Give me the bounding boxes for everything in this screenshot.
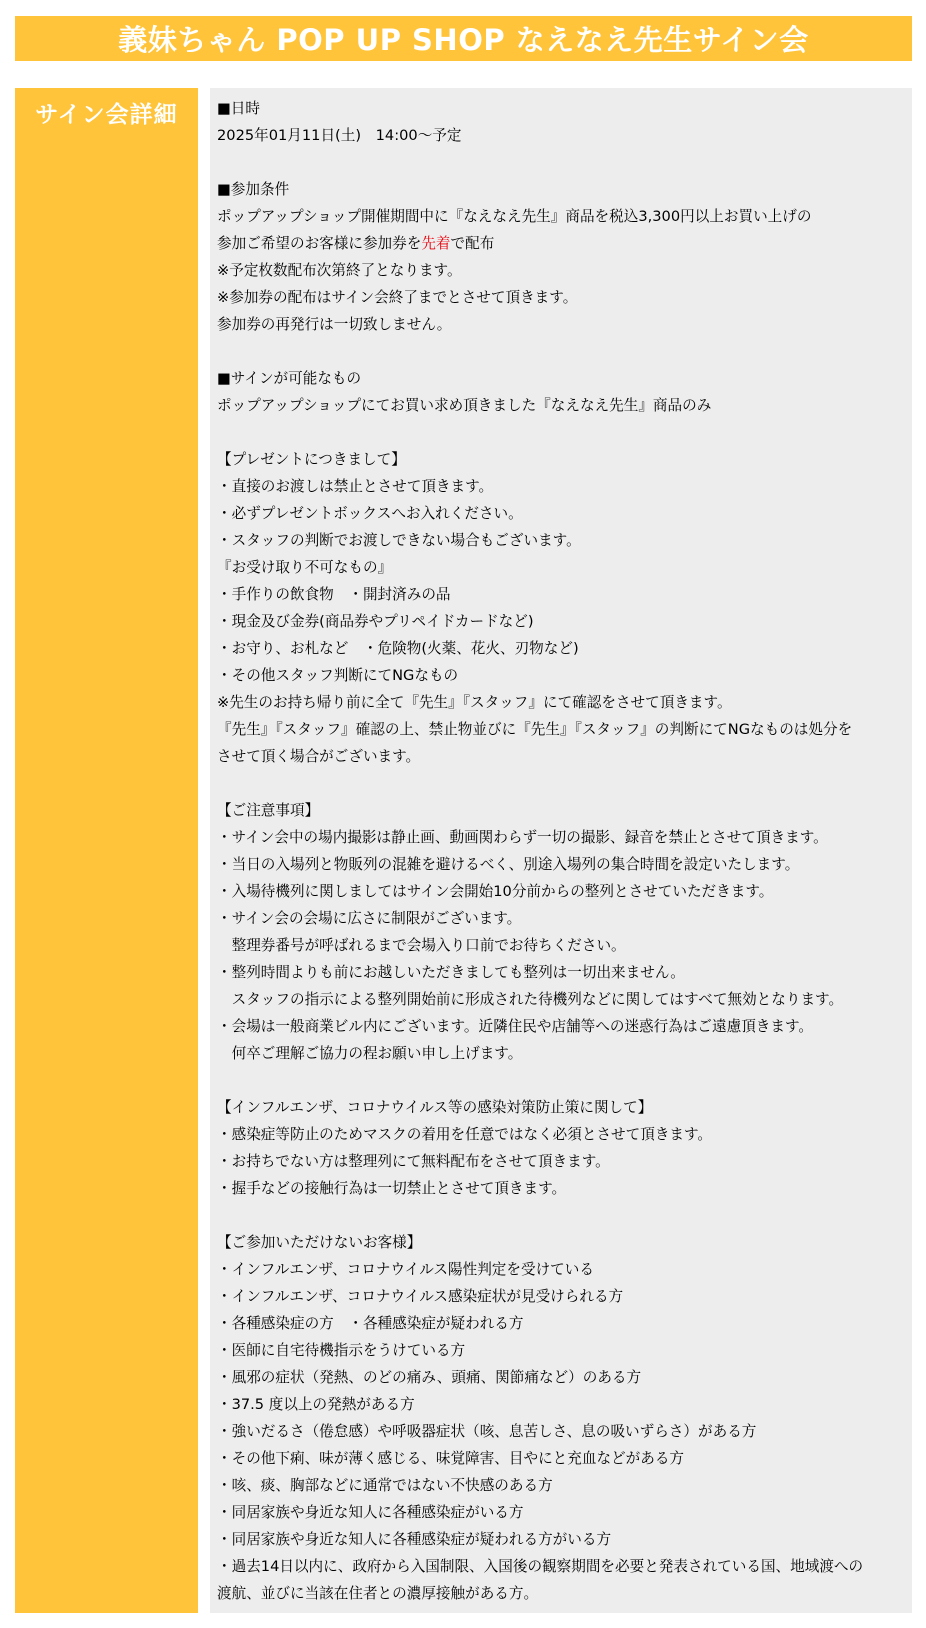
- list-item: ・インフルエンザ、コロナウイルス陽性判定を受けている: [217, 1261, 594, 1278]
- heading-conditions: ■参加条件: [217, 181, 290, 198]
- heading-signable-items: ■サインが可能なもの: [217, 370, 362, 387]
- list-item: ・スタッフの判断でお渡しできない場合もございます。: [217, 532, 581, 549]
- text-segment: 参加ご希望のお客様に参加券を: [217, 235, 422, 252]
- list-item: ・お守り、お札など ・危険物(火薬、花火、刃物など): [217, 640, 579, 657]
- text-line: させて頂く場合がございます。: [217, 748, 421, 765]
- text-line: 渡航、並びに当該在住者との濃厚接触がある方。: [217, 1585, 539, 1602]
- heading-infection-control: 【インフルエンザ、コロナウイルス等の感染対策防止策に関して】: [217, 1099, 653, 1116]
- blank-line: [217, 1067, 910, 1094]
- list-item: ・整列時間よりも前にお越しいただきましても整列は一切出来ません。: [217, 964, 685, 981]
- list-item: ・過去14日以内に、政府から入国制限、入国後の観察期間を必要と発表されている国、地域渡への: [217, 1558, 864, 1575]
- sidebar: [15, 88, 198, 1613]
- page-title: 義妹ちゃん POP UP SHOP なえなえ先生サイン会: [15, 16, 912, 61]
- list-item: ・強いだるさ（倦怠感）や呼吸器症状（咳、息苦しさ、息の吸いずらさ）がある方: [217, 1423, 757, 1440]
- list-item: ・直接のお渡しは禁止とさせて頂きます。: [217, 478, 494, 495]
- list-item: ・現金及び金券(商品券やプリペイドカードなど): [217, 613, 534, 630]
- list-item: ・サイン会の会場に広さに制限がございます。: [217, 910, 522, 927]
- list-item: ・インフルエンザ、コロナウイルス感染症状が見受けられる方: [217, 1288, 624, 1305]
- text-line: 参加券の再発行は一切致しません。: [217, 316, 452, 333]
- list-item: ・各種感染症の方 ・各種感染症が疑われる方: [217, 1315, 524, 1332]
- blank-line: [217, 1202, 910, 1229]
- datetime-value: 2025年01月11日(土) 14:00～予定: [217, 127, 462, 144]
- text-line: 『先生』『スタッフ』確認の上、禁止物並びに『先生』『スタッフ』の判断にてNGなものは処分を: [217, 721, 853, 738]
- list-item: ・当日の入場列と物販列の混雑を避けるべく、別途入場列の集合時間を設定いたします。: [217, 856, 800, 873]
- text-line: ポップアップショップにてお買い求め頂きました『なえなえ先生』商品のみ: [217, 397, 712, 414]
- list-item: ・入場待機列に関しましてはサイン会開始10分前からの整列とさせていただきます。: [217, 883, 774, 900]
- heading-notes: 【ご注意事項】: [217, 802, 320, 819]
- heading-presents: 【プレゼントにつきまして】: [217, 451, 406, 468]
- list-item: ・同居家族や身近な知人に各種感染症がいる方: [217, 1504, 524, 1521]
- list-item: ・手作りの飲食物 ・開封済みの品: [217, 586, 451, 603]
- highlight-text: 先着: [421, 235, 451, 252]
- text-line: ポップアップショップ開催期間中に『なえなえ先生』商品を税込3,300円以上お買い上げの: [217, 208, 812, 225]
- text-line: ※参加券の配布はサイン会終了までとさせて頂きます。: [217, 289, 578, 306]
- text-line-highlight: [217, 230, 910, 257]
- list-item: ・サイン会中の場内撮影は静止画、動画関わらず一切の撮影、録音を禁止とさせて頂きます。: [217, 829, 828, 846]
- list-item: ・必ずプレゼントボックスへお入れください。: [217, 505, 523, 522]
- list-item: ・その他下痢、味が薄く感じる、味覚障害、目やにと充血などがある方: [217, 1450, 685, 1467]
- blank-line: [217, 149, 910, 176]
- subheading: 『お受け取り不可なもの』: [217, 559, 393, 576]
- blank-line: [217, 770, 910, 797]
- blank-line: [217, 338, 910, 365]
- list-item: ・会場は一般商業ビル内にございます。近隣住民や店舗等への迷惑行為はご遠慮頂きます。: [217, 1018, 814, 1035]
- list-item: ・その他スタッフ判断にてNGなもの: [217, 667, 459, 684]
- list-item: スタッフの指示による整列開始前に形成された待機列などに関してはすべて無効となります。: [217, 991, 844, 1008]
- text-line: ※予定枚数配布次第終了となります。: [217, 262, 462, 279]
- section-label: サイン会詳細: [35, 102, 178, 128]
- heading-ineligible: 【ご参加いただけないお客様】: [217, 1234, 422, 1251]
- list-item: 何卒ご理解ご協力の程お願い申し上げます。: [217, 1045, 523, 1062]
- blank-line: [217, 419, 910, 446]
- list-item: ・お持ちでない方は整理列にて無料配布をさせて頂きます。: [217, 1153, 610, 1170]
- list-item: ・同居家族や身近な知人に各種感染症が疑われる方がいる方: [217, 1531, 612, 1548]
- list-item: ・37.5 度以上の発熱がある方: [217, 1396, 415, 1413]
- list-item: ・風邪の症状（発熱、のどの痛み、頭痛、関節痛など）のある方: [217, 1369, 642, 1386]
- heading-datetime: ■日時: [217, 100, 260, 117]
- list-item: ・握手などの接触行為は一切禁止とさせて頂きます。: [217, 1180, 567, 1197]
- list-item: ・医師に自宅待機指示をうけている方: [217, 1342, 466, 1359]
- list-item: 整理券番号が呼ばれるまで会場入り口前でお待ちください。: [217, 937, 626, 954]
- list-item: ・感染症等防止のためマスクの着用を任意ではなく必須とさせて頂きます。: [217, 1126, 713, 1143]
- list-item: ・咳、痰、胸部などに通常ではない不快感のある方: [217, 1477, 553, 1494]
- text-segment: で配布: [450, 235, 495, 252]
- details-panel: [210, 88, 912, 1613]
- text-line: ※先生のお持ち帰り前に全て『先生』『スタッフ』にて確認をさせて頂きます。: [217, 694, 732, 711]
